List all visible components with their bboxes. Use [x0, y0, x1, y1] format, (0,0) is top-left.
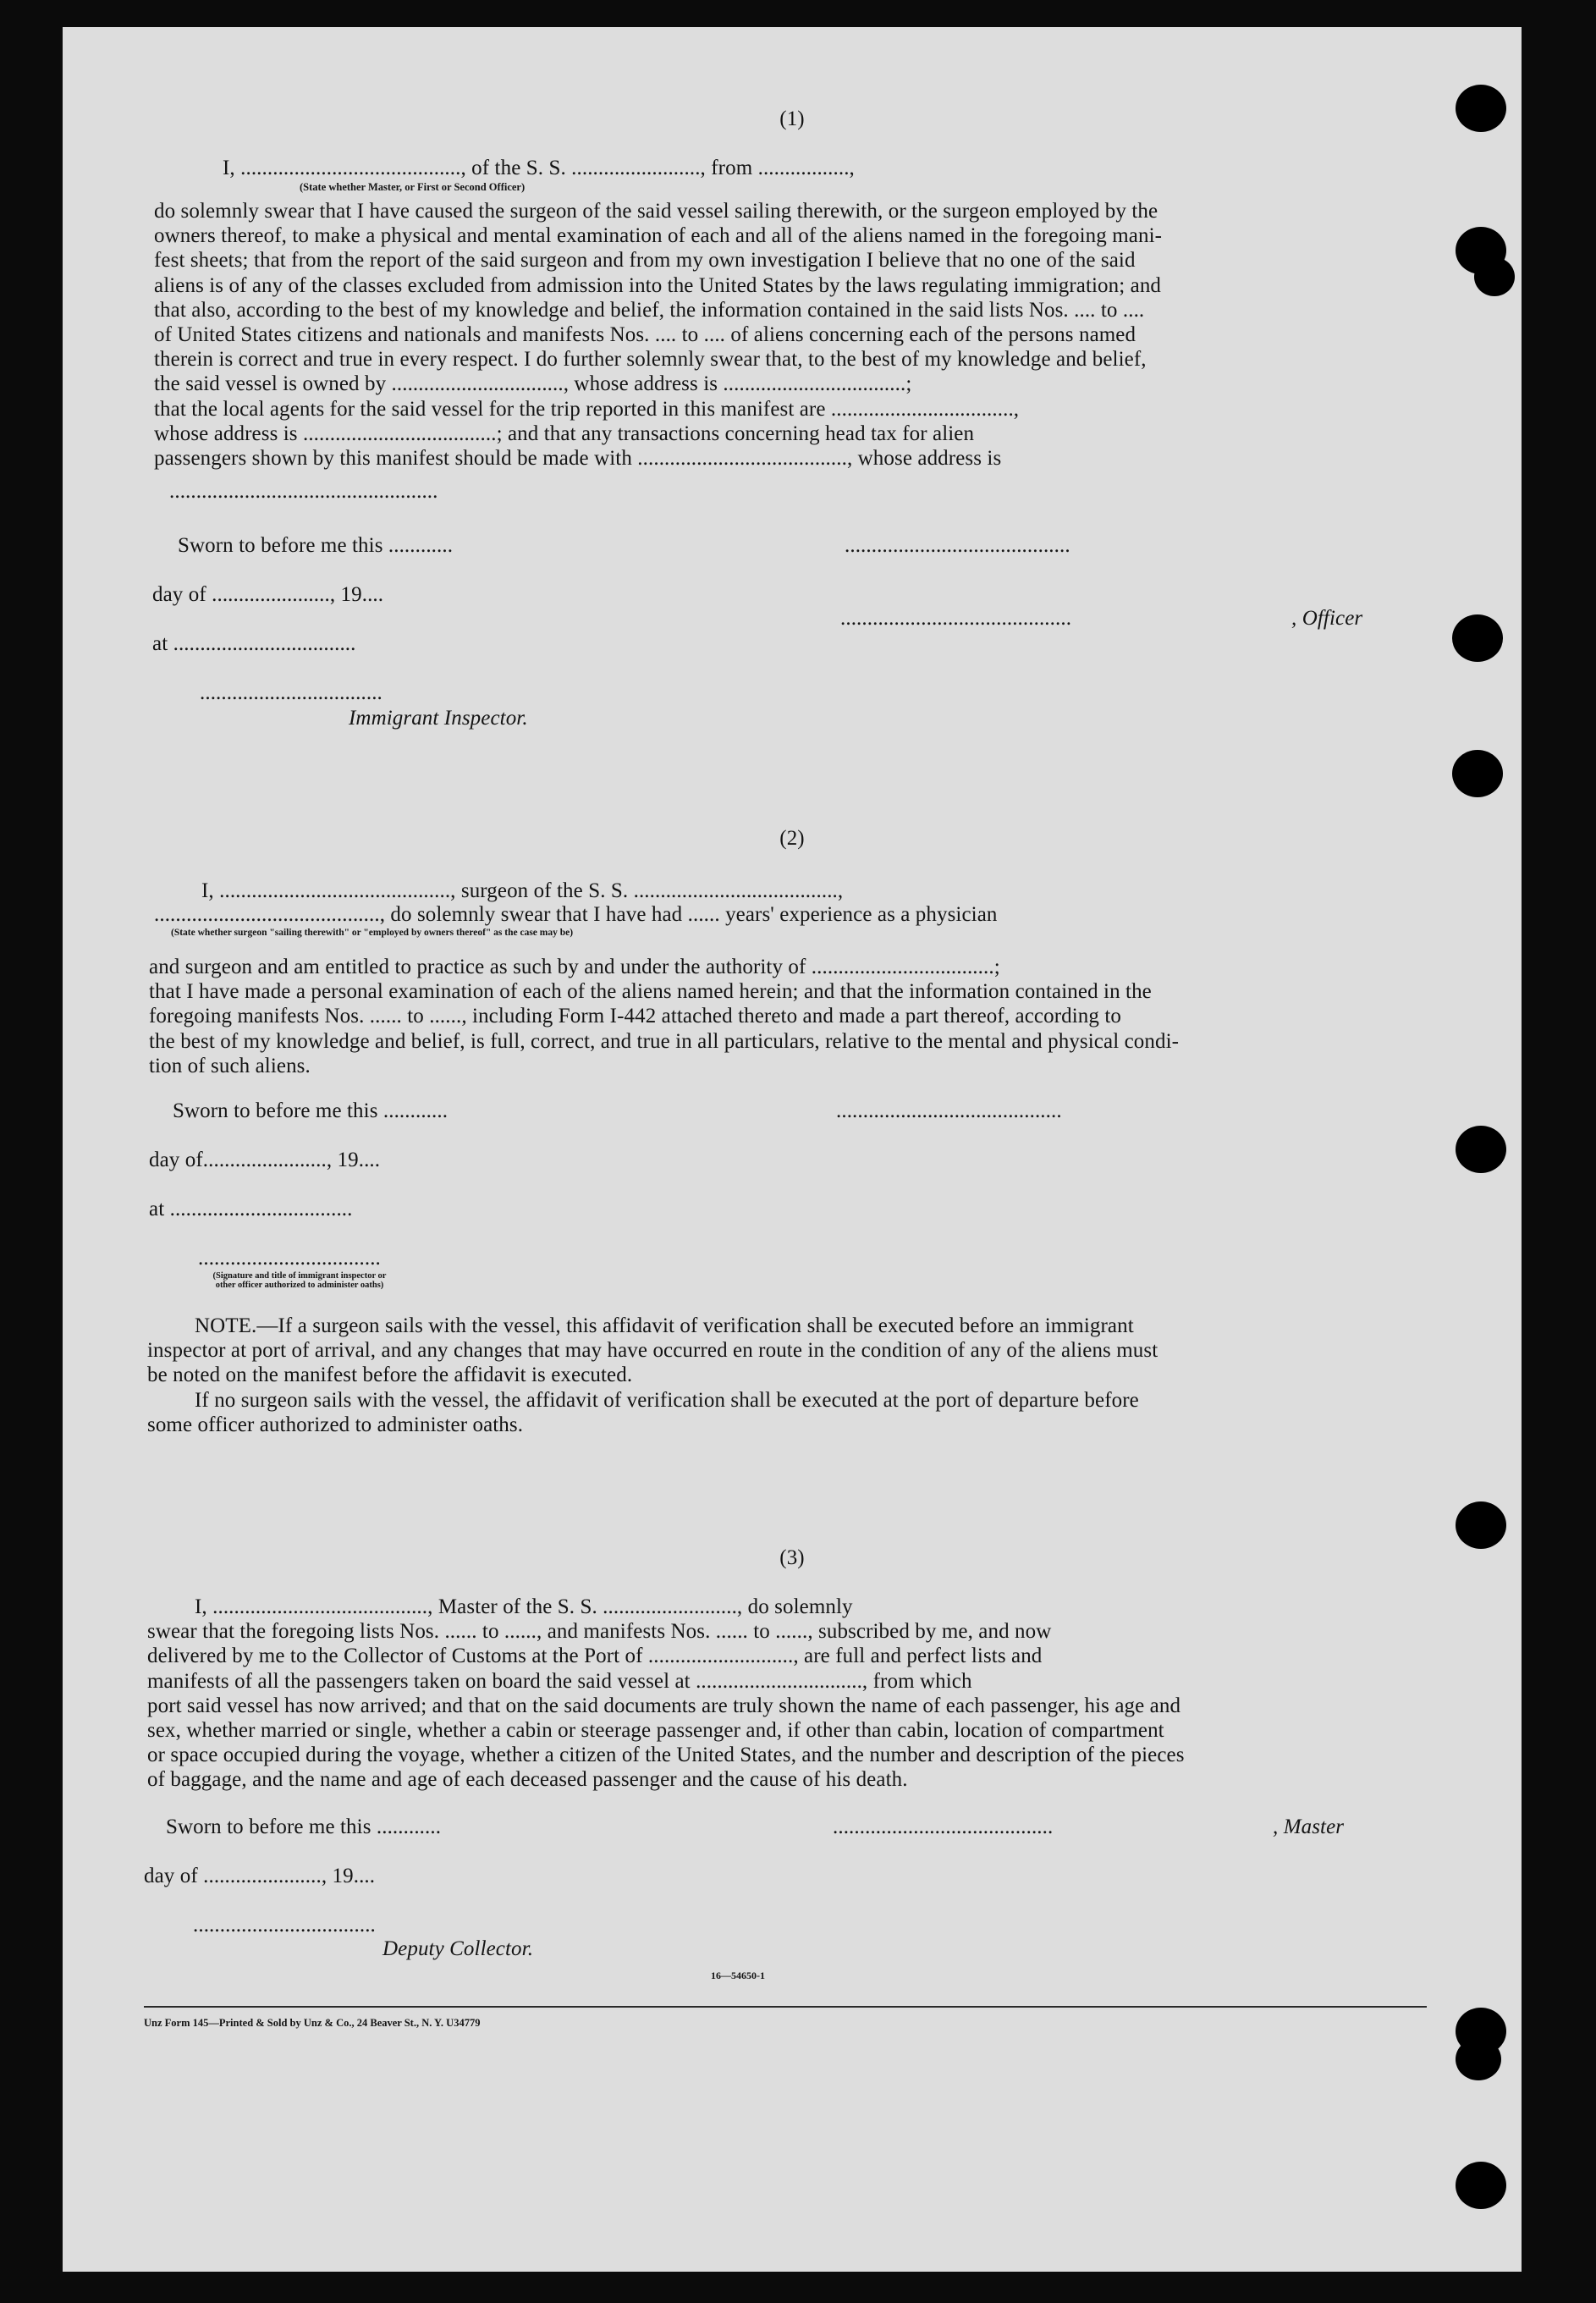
section-1-line: passengers shown by this manifest should be made with ......................................., whose address is	[154, 447, 1002, 471]
section-1-line: that the local agents for the said vessel for the trip reported in this manifest are ..................................,	[154, 397, 1020, 421]
punch-hole	[1456, 2162, 1506, 2209]
section-1-line: do solemnly swear that I have caused the surgeon of the said vessel sailing therewith, or the surgeon employed by the	[154, 200, 1158, 223]
bleed-through-text	[164, 58, 173, 86]
section-1-paragraph	[154, 199, 1449, 471]
section-3-collector-dots: ..................................	[193, 1914, 376, 1937]
section-2-line-1: I, ..........................................., surgeon of the S. S. ......................................,	[201, 879, 844, 902]
section-1-officer-note: (State whether Master, or First or Second Officer)	[300, 181, 526, 193]
section-2-line: foregoing manifests Nos. ...... to ......, including Form I-442 attached thereto and made a part thereof, according to	[149, 1005, 1121, 1028]
section-1-line: fest sheets; that from the report of the said surgeon and from my own investigation I believe that no one of the said	[154, 249, 1136, 273]
section-3-line: I, ........................................, Master of the S. S. ........................., do solemnly	[195, 1595, 853, 1618]
section-1-sworn: Sworn to before me this ............	[178, 534, 454, 557]
section-3-line: swear that the foregoing lists Nos. ...... to ......, and manifests Nos. ...... to ......, subscribed by me, and now	[147, 1620, 1052, 1644]
section-2-sworn: Sworn to before me this ............	[173, 1099, 449, 1122]
section-3-line: manifests of all the passengers taken on board the said vessel at ..............................., from which	[147, 1669, 972, 1693]
punch-hole	[1456, 2038, 1501, 2080]
section-3-line: delivered by me to the Collector of Customs at the Port of ..........................., are full and perfect lists and	[147, 1645, 1043, 1668]
footer-rule	[144, 2006, 1427, 2008]
section-2-note	[147, 1314, 1442, 1437]
printer-footer: Unz Form 145—Printed & Sold by Unz & Co., 24 Beaver St., N. Y. U34779	[144, 2017, 481, 2029]
section-1-day: day of ......................, 19....	[152, 583, 384, 606]
section-3-number: (3)	[779, 1546, 805, 1569]
section-1-signature-line: ..........................................	[845, 534, 1070, 557]
punch-hole	[1452, 750, 1503, 797]
section-1-officer-dots: ...........................................	[840, 607, 1072, 630]
section-2-line: the best of my knowledge and belief, is full, correct, and true in all particulars, relative to the mental and physical condi-	[149, 1029, 1180, 1053]
section-1-line: of United States citizens and nationals and manifests Nos. .... to .... of aliens concerning each of the persons named	[154, 323, 1136, 347]
form-code: 16—54650-1	[711, 1970, 765, 1981]
punch-hole	[1452, 614, 1503, 662]
section-3-day: day of ......................, 19....	[144, 1865, 376, 1887]
section-2-line: tion of such aliens.	[149, 1054, 311, 1077]
section-1-trailing-dots: ..................................................	[169, 480, 438, 503]
section-1-officer-label: , Officer	[1291, 607, 1363, 630]
section-3-collector-label: Deputy Collector.	[382, 1937, 534, 1960]
section-3-sworn: Sworn to before me this ............	[166, 1815, 442, 1838]
section-3-line: sex, whether married or single, whether a cabin or steerage passenger and, if other than cabin, location of compartment	[147, 1719, 1164, 1743]
note-line: some officer authorized to administer oaths.	[147, 1413, 524, 1436]
punch-hole	[1456, 85, 1506, 132]
section-1-line-1: I, ........................................., of the S. S. ........................, from .................,	[223, 157, 855, 179]
section-2-day: day of......................., 19....	[149, 1149, 381, 1171]
section-2-paragraph	[149, 955, 1444, 1078]
section-2-inspector-dots: ..................................	[198, 1247, 381, 1270]
section-1-inspector-label: Immigrant Inspector.	[349, 707, 528, 730]
section-2-inspector-note: (Signature and title of immigrant inspector or other officer authorized to administer oaths)	[212, 1271, 387, 1290]
section-2-surgeon-note: (State whether surgeon "sailing therewith" or "employed by owners thereof" as the case may be)	[171, 928, 574, 938]
punch-hole	[1456, 1501, 1506, 1549]
section-2-line-2: .........................................., do solemnly swear that I have had ...... years' experience as a physician	[154, 903, 998, 926]
punch-hole	[1456, 1126, 1506, 1173]
section-2-signature-line: ..........................................	[836, 1099, 1062, 1122]
section-2-line: that I have made a personal examination of each of the aliens named herein; and that the information contained in the	[149, 980, 1152, 1004]
form-page	[63, 27, 1522, 2272]
section-2-at: at ..................................	[149, 1198, 353, 1220]
section-3-master-dots: .........................................	[833, 1815, 1054, 1838]
punch-hole	[1474, 257, 1515, 296]
note-line: be noted on the manifest before the affidavit is executed.	[147, 1364, 633, 1387]
section-1-inspector-dots: ..................................	[200, 681, 382, 704]
section-3-line: or space occupied during the voyage, whether a citizen of the United States, and the number and description of the pieces	[147, 1744, 1185, 1767]
section-1-line: the said vessel is owned by ................................, whose address is ..................................;	[154, 372, 912, 396]
section-1-line: aliens is of any of the classes excluded from admission into the United States by the laws regulating immigration; and	[154, 273, 1162, 297]
section-2-number: (2)	[779, 827, 805, 850]
section-2-line: and surgeon and am entitled to practice as such by and under the authority of ..................................;	[149, 956, 1000, 978]
note-line: If no surgeon sails with the vessel, the affidavit of verification shall be executed at the port of departure before	[195, 1388, 1139, 1412]
section-1-line: whose address is ....................................; and that any transactions concerning head tax for alien	[154, 421, 975, 445]
section-3-line: port said vessel has now arrived; and that on the said documents are truly shown the name of each passenger, his age and	[147, 1694, 1181, 1717]
note-line: inspector at port of arrival, and any changes that may have occurred en route in the condition of any of the aliens must	[147, 1339, 1158, 1363]
section-1-at: at ..................................	[152, 632, 356, 655]
section-1-line: that also, according to the best of my knowledge and belief, the information contained in the said lists Nos. .... to ....	[154, 298, 1145, 322]
section-1-line: owners thereof, to make a physical and mental examination of each and all of the aliens named in the foregoing mani-	[154, 224, 1163, 248]
section-1-line: therein is correct and true in every respect. I do further solemnly swear that, to the best of my knowledge and belief,	[154, 348, 1147, 372]
section-1-number: (1)	[779, 107, 805, 130]
note-line: NOTE.—If a surgeon sails with the vessel, this affidavit of verification shall be executed before an immigrant	[195, 1314, 1134, 1337]
section-3-master-label: , Master	[1273, 1815, 1345, 1838]
section-3-paragraph	[147, 1595, 1442, 1793]
section-3-line: of baggage, and the name and age of each deceased passenger and the cause of his death.	[147, 1768, 908, 1792]
